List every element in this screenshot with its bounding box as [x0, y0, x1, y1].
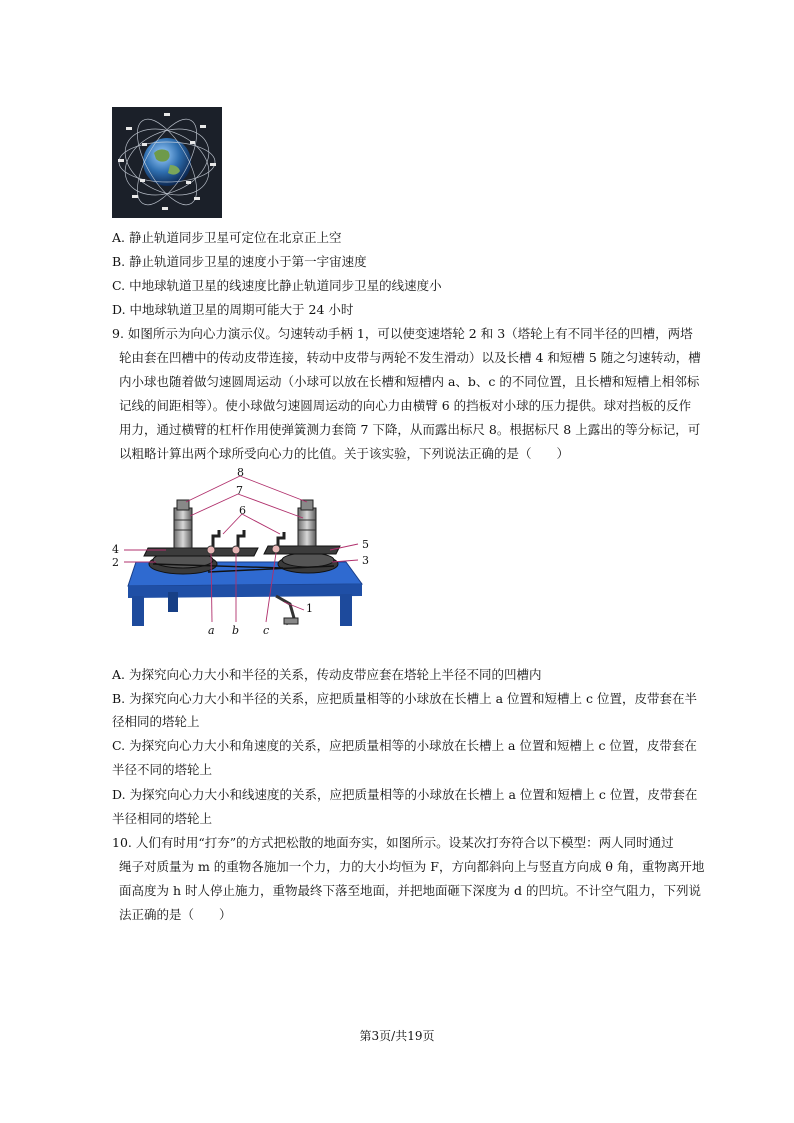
ball-b: [232, 546, 240, 554]
base-leg: [132, 596, 144, 626]
label-a: a: [208, 624, 215, 637]
satellite-orbit-image: [112, 107, 222, 218]
earth-satellites-illustration: [112, 107, 222, 218]
base-front: [128, 584, 362, 598]
q9-option-c: C. 为探究向心力大小和角速度的关系，应把质量相等的小球放在长槽上 a 位置和短槽上 c 位置，皮带套在: [112, 738, 697, 753]
spring-sleeve-7-right: [298, 508, 316, 546]
q8-option-c: C. 中地球轨道卫星的线速度比静止轨道同步卫星的线速度小: [112, 278, 442, 293]
label-8: 8: [237, 466, 244, 479]
scale-8-right: [301, 500, 313, 510]
q8-option-d: D. 中地球轨道卫星的周期可能大于 24 小时: [112, 302, 354, 317]
q9-option-b: B. 为探究向心力大小和半径的关系，应把质量相等的小球放在长槽上 a 位置和短槽上 c 位置，皮带套在半: [112, 691, 697, 706]
q9-stem-line: 轮由套在凹槽中的传动皮带连接，转动中皮带与两轮不发生滑动）以及长槽 4 和短槽 5 随之匀速转动，槽: [119, 350, 701, 365]
apparatus-diagram: [108, 464, 388, 644]
q9-stem-line: 用力，通过横臂的杠杆作用使弹簧测力套筒 7 下降，从而露出标尺 8。根据标尺 8 上露出的等分标记，可: [119, 422, 701, 437]
label-c: c: [263, 624, 270, 637]
q10-stem-line: 绳子对质量为 m 的重物各施加一个力，力的大小均恒为 F，方向都斜向上与竖直方向成 θ 角，重物离开地: [119, 859, 705, 874]
ball-a: [207, 546, 215, 554]
q10-stem-line: 法正确的是（ ）: [119, 907, 232, 922]
label-1: 1: [306, 602, 313, 615]
q9-stem-line: 9. 如图所示为向心力演示仪。匀速转动手柄 1，可以使变速塔轮 2 和 3（塔轮上有不同半径的凹槽，两塔: [112, 326, 693, 341]
q9-option-a: A. 为探究向心力大小和半径的关系，传动皮带应套在塔轮上半径不同的凹槽内: [112, 667, 542, 682]
label-4: 4: [112, 543, 119, 556]
label-3: 3: [362, 554, 369, 567]
label-6: 6: [239, 504, 246, 517]
q9-option-c-cont: 半径不同的塔轮上: [112, 762, 213, 777]
q8-option-b: B. 静止轨道同步卫星的速度小于第一宇宙速度: [112, 254, 367, 269]
q10-stem-line: 10. 人们有时用“打夯”的方式把松散的地面夯实，如图所示。设某次打夯符合以下模型：两人同时通过: [112, 835, 674, 850]
label-5: 5: [362, 538, 369, 551]
q8-option-a: A. 静止轨道同步卫星可定位在北京正上空: [112, 230, 342, 245]
q9-stem-line: 记线的间距相等）。使小球做匀速圆周运动的向心力由横臂 6 的挡板对小球的压力提供。球对挡板的反作: [119, 398, 692, 413]
label-b: b: [232, 624, 240, 637]
label-7: 7: [236, 484, 243, 497]
q10-stem-line: 面高度为 h 时人停止施力，重物最终下落至地面，并把地面砸下深度为 d 的凹坑。不计空气阻力，下列说: [119, 883, 701, 898]
long-slot-4: [144, 548, 258, 556]
q9-stem-line: 内小球也随着做匀速圆周运动（小球可以放在长槽和短槽内 a、b、c 的不同位置，且长槽和短槽上相邻标: [119, 374, 700, 389]
q9-option-d-cont: 半径相同的塔轮上: [112, 811, 213, 826]
q9-option-b-cont: 径相同的塔轮上: [112, 714, 200, 729]
page-number-footer: 第3页/共19页: [359, 1029, 435, 1043]
base-leg: [340, 594, 352, 626]
spring-sleeve-7-left: [174, 508, 192, 548]
q9-option-d: D. 为探究向心力大小和线速度的关系，应把质量相等的小球放在长槽上 a 位置和短槽上 c 位置，皮带套在: [112, 787, 698, 802]
ball-c: [272, 545, 280, 553]
centripetal-force-apparatus-figure: [108, 464, 388, 644]
base-leg: [168, 592, 178, 612]
label-2: 2: [112, 556, 119, 569]
q9-stem-line: 以粗略计算出两个球所受向心力的比值。关于该实验，下列说法正确的是（ ）: [119, 446, 570, 461]
